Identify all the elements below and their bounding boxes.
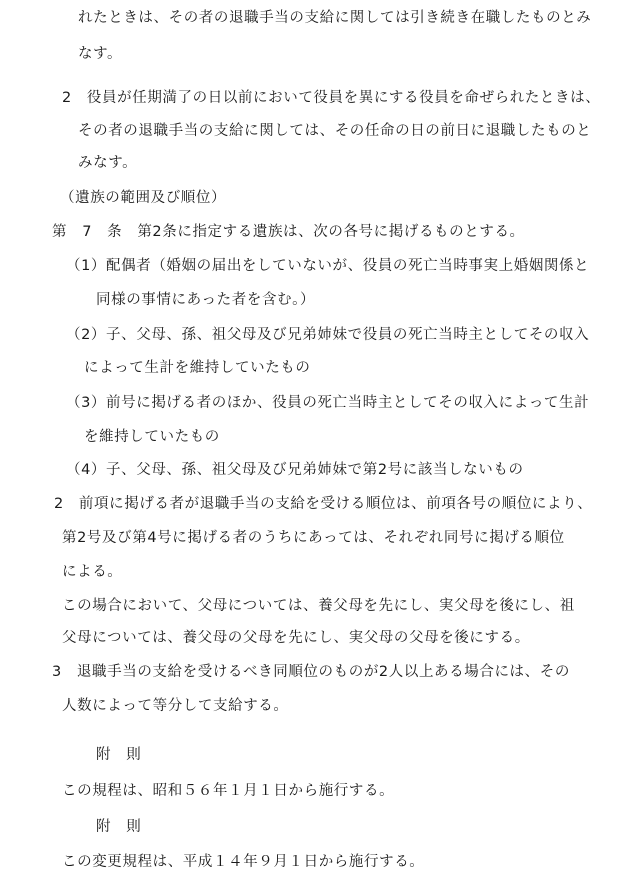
list-item-line: 同様の事情にあった者を含む。） [96,292,316,308]
list-item-line: （2）子、父母、孫、祖父母及び兄弟姉妹で役員の死亡当時主としてその収入 [66,327,590,343]
paragraph-line: 第2号及び第4号に掲げる者のうちにあっては、それぞれ同号に掲げる順位 [62,530,565,546]
list-item-line: （3）前号に掲げる者のほか、役員の死亡当時主としてその収入によって生計 [66,395,590,411]
paragraph-line: 父母については、養父母の父母を先にし、実父母の父母を後にする。 [62,630,530,646]
paragraph-line: 人数によって等分して支給する。 [62,698,289,714]
paragraph-line: 2 役員が任期満了の日以前において役員を異にする役員を命ぜられたときは、 [62,90,601,106]
supplementary-title: 附 則 [96,747,142,763]
supplementary-text: この規程は、昭和５６年１月１日から施行する。 [62,783,395,799]
supplementary-title: 附 則 [96,819,142,835]
list-item-line: を維持していたもの [84,429,220,445]
paragraph-line: 3 退職手当の支給を受けるべき同順位のものが2人以上ある場合には、その [52,664,570,680]
paragraph-line: なす。 [78,46,123,62]
list-item-line: によって生計を維持していたもの [84,360,311,376]
article-caption: （遺族の範囲及び順位） [60,190,227,206]
list-item-line: （1）配偶者（婚姻の届出をしていないが、役員の死亡当時事実上婚姻関係と [66,258,590,274]
supplementary-text: この変更規程は、平成１４年９月１日から施行する。 [62,854,425,870]
paragraph-line: 2 前項に掲げる者が退職手当の支給を受ける順位は、前項各号の順位により、 [54,496,593,512]
paragraph-line: れたときは、その者の退職手当の支給に関しては引き続き在職したものとみ [78,10,592,26]
paragraph-line: による。 [62,564,123,580]
list-item-line: （4）子、父母、孫、祖父母及び兄弟姉妹で第2号に該当しないもの [66,462,524,478]
paragraph-line: みなす。 [78,155,138,171]
paragraph-line: この場合において、父母については、養父母を先にし、実父母を後にし、祖 [62,598,575,614]
article-heading: 第 7 条 第2条に指定する遺族は、次の各号に掲げるものとする。 [52,224,525,240]
paragraph-line: その者の退職手当の支給に関しては、その任命の日の前日に退職したものと [78,123,592,139]
